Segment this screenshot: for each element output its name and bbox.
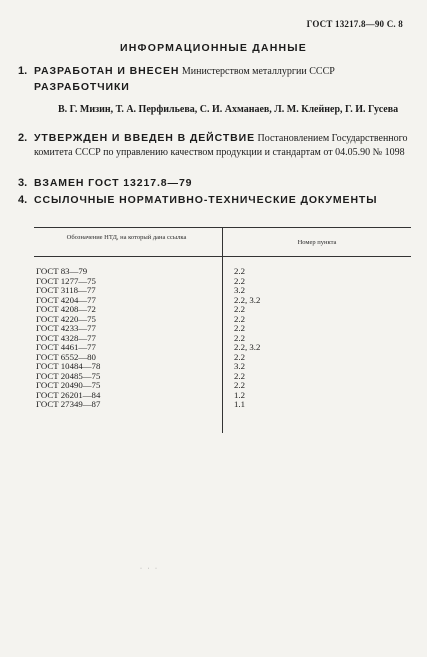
- section-1-number: 1.: [18, 65, 28, 77]
- clause-number: 2.2: [234, 332, 245, 343]
- document-designation: ГОСТ 4461—77: [36, 342, 96, 352]
- clause-number: 2.2: [234, 323, 245, 333]
- document-designation: ГОСТ 6552—80: [36, 351, 96, 362]
- section-1-text: Министерством металлургии СССР: [181, 66, 335, 77]
- table-header-document: Обозначение НТД, на который дана ссылка: [66, 234, 187, 241]
- clause-number: 2.2: [234, 351, 245, 362]
- document-designation: ГОСТ 4233—77: [36, 323, 96, 333]
- section-3-number: 3.: [18, 177, 28, 189]
- clause-number: 1.2: [234, 389, 245, 400]
- scan-specks: · · ·: [140, 566, 159, 572]
- document-designation: ГОСТ 27349—87: [36, 399, 101, 409]
- document-designation: ГОСТ 1277—75: [36, 275, 96, 286]
- clause-number: 1.1: [234, 399, 245, 409]
- section-1: [18, 64, 412, 79]
- clause-number: 2.2: [234, 266, 245, 276]
- table-body: [0, 267, 427, 410]
- section-4: [18, 193, 412, 208]
- document-designation: ГОСТ 4220—75: [36, 313, 96, 324]
- clause-number: 2.2: [234, 380, 245, 390]
- document-designation: ГОСТ 83—79: [36, 266, 88, 276]
- document-designation: ГОСТ 20490—75: [36, 380, 101, 390]
- clause-number: 3.2: [234, 361, 245, 371]
- table-row: [0, 400, 427, 410]
- section-2-number: 2.: [18, 132, 28, 144]
- clause-number: 2.2, 3.2: [234, 342, 261, 352]
- table-header-item: Номер пункта: [297, 239, 337, 246]
- document-designation: ГОСТ 10484—78: [36, 361, 101, 371]
- clause-number: 2.2: [234, 304, 245, 314]
- section-2-lead: УТВЕРЖДЕН И ВВЕДЕН В ДЕЙСТВИЕ: [34, 132, 255, 144]
- section-2: [18, 131, 412, 160]
- document-designation: ГОСТ 20485—75: [36, 370, 101, 381]
- page-title: ИНФОРМАЦИОННЫЕ ДАННЫЕ: [120, 42, 307, 54]
- developers-heading: РАЗРАБОТЧИКИ: [34, 81, 130, 93]
- page-header: ГОСТ 13217.8—90 С. 8: [306, 19, 403, 29]
- document-designation: ГОСТ 26201—84: [36, 389, 101, 400]
- section-2-text: Постановлением Государственного комитета СССР по управлению качеством продукции и стандартам от 04.05.90 № 1098: [34, 133, 408, 158]
- document-designation: ГОСТ 4328—77: [36, 332, 96, 343]
- developers-heading-row: [34, 80, 412, 95]
- authors-list: В. Г. Мизин, Т. А. Перфильева, С. И. Ахманаев, Л. М. Клейнер, Г. И. Гусева: [58, 104, 399, 115]
- section-3-text: ВЗАМЕН ГОСТ 13217.8—79: [34, 177, 193, 189]
- clause-number: 2.2, 3.2: [234, 294, 261, 305]
- document-designation: ГОСТ 3118—77: [36, 285, 96, 295]
- clause-number: 2.2: [234, 313, 245, 324]
- section-1-lead: РАЗРАБОТАН И ВНЕСЕН: [34, 65, 180, 77]
- section-3: [18, 176, 412, 191]
- document-designation: ГОСТ 4204—77: [36, 294, 96, 305]
- section-4-text: ССЫЛОЧНЫЕ НОРМАТИВНО-ТЕХНИЧЕСКИЕ ДОКУМЕНТЫ: [34, 194, 378, 206]
- document-designation: ГОСТ 4208—72: [36, 304, 96, 314]
- clause-number: 3.2: [234, 285, 245, 295]
- section-4-number: 4.: [18, 194, 28, 206]
- clause-number: 2.2: [234, 370, 245, 381]
- clause-number: 2.2: [234, 275, 245, 286]
